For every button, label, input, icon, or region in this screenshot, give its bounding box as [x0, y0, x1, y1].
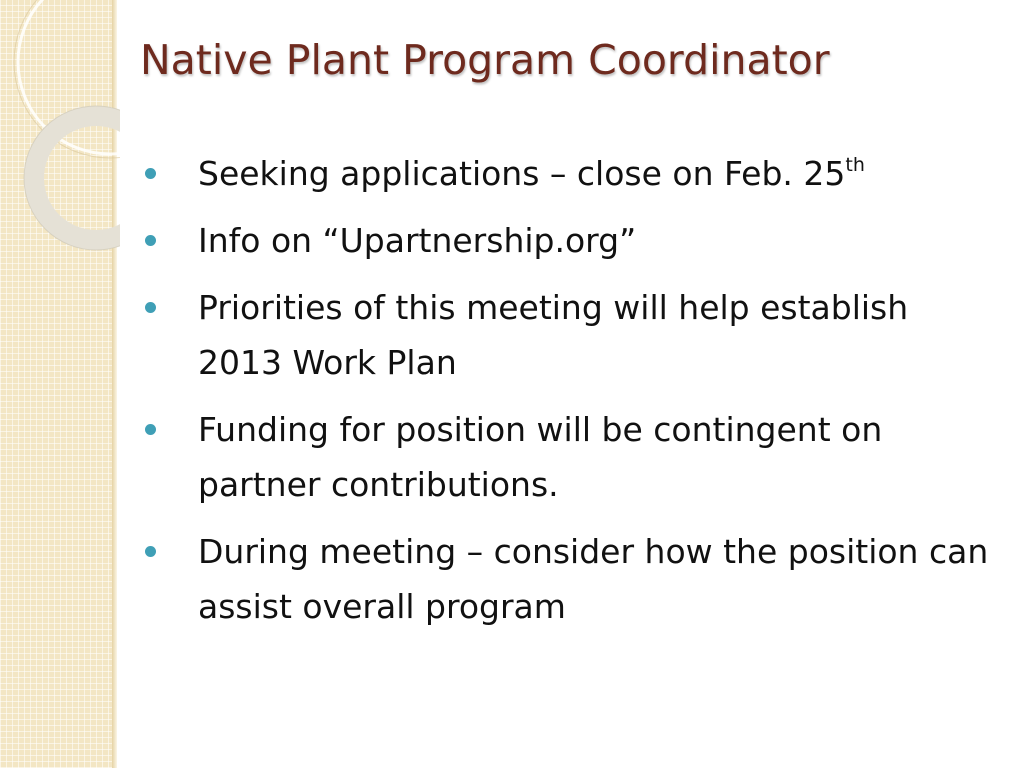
bullet-item	[142, 280, 1002, 390]
bullet-text: Info on “Upartnership.org”	[198, 221, 637, 260]
ordinal-superscript: th	[845, 154, 865, 176]
bullet-text: Funding for position will be contingent on partner contributions.	[198, 410, 883, 504]
bullet-icon	[145, 168, 156, 179]
slide-title: Native Plant Program Coordinator	[140, 36, 830, 84]
bullet-icon	[145, 302, 156, 313]
bullet-text: Seeking applications – close on Feb. 25	[198, 154, 846, 193]
bullet-list	[142, 146, 1002, 646]
bullet-item	[142, 146, 1002, 201]
bullet-icon	[145, 546, 156, 557]
bullet-icon	[145, 235, 156, 246]
bullet-item	[142, 402, 1002, 512]
bullet-item	[142, 524, 1002, 634]
decorative-rings	[0, 0, 120, 260]
bullet-text: During meeting – consider how the position can assist overall program	[198, 532, 989, 626]
bullet-icon	[145, 424, 156, 435]
bullet-text: Priorities of this meeting will help establish 2013 Work Plan	[198, 288, 909, 382]
bullet-item	[142, 213, 1002, 268]
